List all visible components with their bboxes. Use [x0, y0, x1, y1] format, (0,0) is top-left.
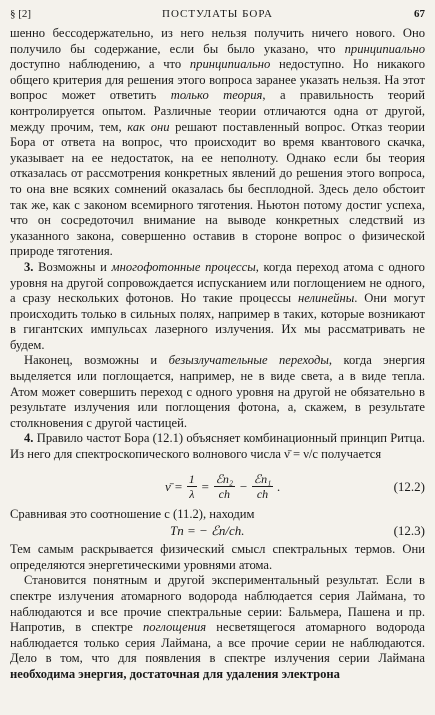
equation-number-12-2: (12.2) — [393, 478, 425, 494]
paragraph-6 — [10, 542, 425, 573]
p1-run: решают поставленный вопрос. Отказ теории Бора от ответа на вопрос, что происходит во время квантового скачка, указывает на ее недостаток, на ее неполноту. Однако если бы теория отказалась от рассмотрения конкретных явлений до решения этого вопроса, то она вне всяких сомнений оказалась бы бесплодной. Здесь дело обстоит так же, как с законом всемирного тяготения. Ньютон потому достиг успеха, что он сосредоточил внимание на выводе конкретных следствий из указанного закона, совершенно оставив в стороне вопрос о физической природе тяготения. — [10, 119, 425, 259]
equation-12-2: ν̄ = $\frac{1}{\lambda}$ = $\frac{\text{ℰn₂}}{ch}$ − $\frac{\text{ℰn₁}}{ch}$ . (12.2) — [165, 472, 425, 502]
p6-run: Тем самым раскрывается физический смысл спектральных термов. Они определяются энергетическими уровнями атома. — [10, 542, 425, 572]
paragraph-1 — [10, 26, 425, 260]
p7-run: несветящегося атомарного водорода наблюдается только серия Лаймана, а все прочие серии не наблюдаются. Дело в том, что для появления в спектре излучения серии Лаймана — [10, 620, 425, 666]
page-number: 67 — [414, 8, 425, 20]
p1-run: принципиально — [189, 57, 271, 72]
body-text — [10, 26, 425, 683]
section-number: § [2] — [10, 8, 32, 20]
p1-run: только теория — [170, 88, 263, 103]
paragraph-4 — [10, 431, 425, 462]
p2-run: , когда переход атома с одного уровня на другой сопровождается испусканием или поглощением не одного, а сразу нескольких фотонов. Но такие процессы — [10, 259, 425, 306]
equation-number-12-3: (12.3) — [393, 523, 425, 539]
fraction-one-over-lambda: $\frac{1}{\lambda}$ — [188, 472, 195, 502]
p2-run: нелинейны — [298, 291, 355, 306]
p3-run: безызлучательные переходы — [168, 353, 329, 368]
p1-run: принципиально — [344, 41, 425, 56]
running-title: ПОСТУЛАТЫ БОРА — [162, 8, 273, 20]
eq-lhs: ν̄ = — [165, 478, 183, 494]
fraction-en1-over-ch: $\frac{\text{ℰn₁}}{ch}$ — [253, 472, 272, 502]
p1-run: шенно бессодержательно, из него нельзя получить ничего нового. Оно получило бы содержание, если бы было указано, что — [10, 26, 425, 56]
p7-run: необходима энергия, достаточная для удаления электрона — [10, 666, 340, 681]
p2-run: многофотонные процессы — [111, 259, 256, 274]
p3-run: , когда энергия выделяется или поглощается, например, не в виде света, а в виде тепла. Атом может совершить переход с одного уровня на другой не обязательно в результате излучения или поглощения фотона, а, скажем, в результате столкновения с другой частицей. — [10, 353, 425, 430]
running-header — [10, 6, 425, 26]
p2-run: . Они могут происходить только в сильных полях, например в таких, которые возникают в гигантских импульсах лазерного излучения. Их мы рассматривать не будем. — [10, 291, 425, 352]
eq-12-3-text: Tn = − ℰn/ch. — [170, 523, 245, 539]
fraction-en2-over-ch: $\frac{\text{ℰn₂}}{ch}$ — [215, 472, 234, 502]
p7-run: поглощения — [143, 620, 207, 635]
paragraph-2 — [10, 260, 425, 354]
p7-run: Становится понятным и другой экспериментальный результат. Если в спектре излучения атомарного водорода наблюдается серия Лаймана, то наблюдаются и все прочие спектральные серии: Бальмера, Пашена и пр. Напротив, в спектре — [10, 573, 425, 635]
p4-run: Правило частот Бора (12.1) объясняет комбинационный принцип Ритца. Из него для спектроскопического волнового числа ν̄ = ν/c получается — [10, 431, 425, 462]
p2-run: 3. — [24, 259, 34, 274]
p1-run: , а правильность теорий контролируется опытом. Различные теории отличаются одна от другой, между прочим, тем, — [10, 88, 425, 134]
p1-run: доступно наблюдению, а что — [10, 57, 190, 72]
p3-run: Наконец, возможны и — [24, 353, 169, 368]
paragraph-5 — [10, 507, 425, 523]
p2-run: Возможны и — [33, 259, 112, 274]
p1-run: недоступно. Но никакого общего критерия для решения этого вопроса заранее указать нельзя. На этот вопрос может ответить — [10, 57, 425, 103]
paragraph-7 — [10, 573, 425, 682]
p4-run: 4. — [24, 431, 34, 446]
equation-12-3 — [10, 522, 425, 542]
paragraph-3 — [10, 353, 425, 431]
p5-run: Сравнивая это соотношение с (11.2), находим — [10, 506, 255, 521]
p1-run: как они — [127, 119, 170, 134]
